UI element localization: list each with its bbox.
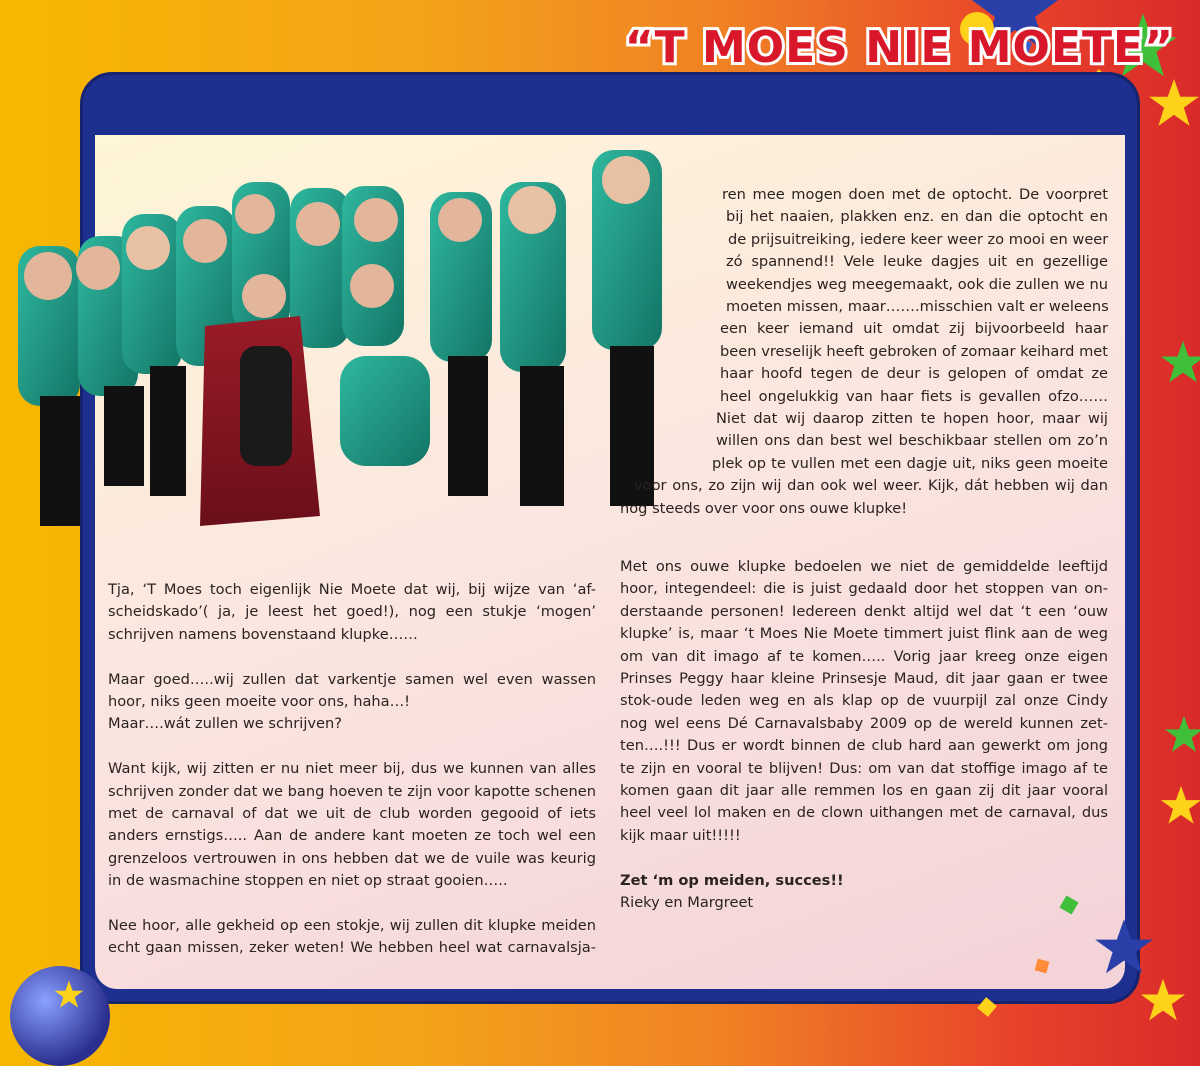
text-line: in de wasmachine stoppen en niet op straat gooien….. [108,872,508,890]
text-line: Prinses Peggy haar kleine Prinsesje Maud, dit jaar gaan er twee [620,670,1108,688]
text-line: voor ons, zo zijn wij dan ook wel weer. Kijk, dát hebben wij dan [634,477,1108,495]
text-line: anders ernstigs….. Aan de andere kant moeten ze toch wel een [108,827,596,845]
text-line: klupke’ is, maar ‘t Moes Nie Moete timmert juist flink aan de weg [620,625,1108,643]
paragraph [108,758,596,892]
text-line: komen gaan dit jaar alle remmen los en gaan zij dit jaar vooral [620,782,1108,800]
text-line: echt gaan missen, zeker weten! We hebben heel wat carnavalsja- [108,939,596,957]
paragraph [108,669,596,736]
text-line: Met ons ouwe klupke bedoelen we niet de gemiddelde leeftijd [620,558,1108,575]
text-line: scheidskado’( ja, je leest het goed!), nog een stukje ‘mogen’ [108,603,596,621]
text-line: schrijven zonder dat we bang hoeven te zijn voor kapotte schenen [108,782,596,800]
article-title: “T MOES NIE MOETE” [624,22,1174,73]
paragraph [108,579,596,646]
star-icon [1160,785,1200,827]
star-icon [1094,918,1154,978]
text-line: Maar goed…..wij zullen dat varkentje samen wel even wassen [108,670,596,688]
text-line: stok-oude leden weg en als klap op de vuurpijl zal onze Cindy [620,692,1108,710]
text-line: moeten missen, maar…….misschien valt er weleens [726,298,1109,316]
text-line: hoor, niks geen moeite voor ons, haha…! [108,693,411,711]
star-icon [1148,78,1200,130]
person-figure [18,150,662,526]
text-line: Nee hoor, alle gekheid op een stokje, wij zullen dit klupke meiden [108,917,596,935]
star-icon [1140,978,1186,1024]
text-line: grenzeloos vertrouwen in ons hebben dat we de vuile was keurig [108,849,596,867]
text-line: zó spannend!! Vele leuke dagjes uit en gezellige [726,253,1108,271]
text-line: plek op te vullen met een dagje uit, niks geen moeite [712,454,1108,472]
text-line: ten….!!! Dus er wordt binnen de club hard aan gewerkt om jong [620,737,1108,755]
text-line: heel veel lol maken en de clown uithangen met de carnaval, dus [620,804,1108,822]
text-line: Want kijk, wij zitten er nu niet meer bij, dus we kunnen van alles [108,760,596,778]
text-line: willen ons dan best wel beschikbaar stellen om zo’n [716,432,1108,450]
text-line: been vreselijk heeft gebroken of zomaar keihard met [720,342,1108,360]
text-line: hoor, integendeel: die is juist gedaald door het stoppen van on- [620,580,1108,598]
text-line: Maar….wát zullen we schrijven? [108,715,342,733]
article-text-right-top [620,184,1140,520]
paragraph [108,915,596,960]
text-line: de prijsuitreiking, iedere keer weer zo mooi en weer [728,230,1109,248]
text-line: Niet dat wij daarop zitten te hopen hoor, maar wij [716,410,1108,428]
text-line: bij het naaien, plakken enz. en dan die optocht en [726,208,1108,226]
text-line: haar hoofd tegen de deur is gelopen of omdat ze [720,365,1108,383]
text-line: ren mee mogen doen met de optocht. De voorpret [722,186,1108,203]
paragraph [620,556,1108,847]
text-line: weekendjes weg meegemaakt, ook die zullen we nu [726,275,1108,293]
authors: Rieky en Margreet [620,894,754,912]
article-text-left [108,579,596,982]
text-line: nog wel eens Dé Carnavalsbaby 2009 op de wereld kunnen zet- [620,714,1108,732]
star-icon [1160,340,1200,386]
text-line: schrijven namens bovenstaand klupke…… [108,625,418,643]
article-text-right-bottom [620,556,1108,937]
text-line: een keer iemand uit omdat zij bijvoorbeeld haar [720,320,1108,338]
text-line: derstaande personen! Iedereen denkt altijd wel dat ‘t een ‘ouw [620,602,1108,620]
text-line: om van dit imago af te komen….. Vorig jaar kreeg onze eigen [620,647,1108,665]
text-line: nog steeds over voor ons ouwe klupke! [620,499,908,517]
text-line: met de carnaval of dat we uit de club worden gegooid of iets [108,805,596,823]
text-line: kijk maar uit!!!!! [620,826,741,844]
group-photo [0,96,700,566]
text-line: te zijn en vooral te blijven! Dus: om van dat stoffige imago af te [620,759,1108,777]
text-line: Tja, ‘T Moes toch eigenlijk Nie Moete dat wij, bij wijze van ‘af- [108,581,596,598]
signoff-block [620,870,1108,915]
signoff: Zet ‘m op meiden, succes!! [620,871,844,889]
star-icon [54,980,84,1010]
star-icon [1164,715,1200,755]
text-line: heel ongelukkig van haar fiets is gevallen ofzo…… [720,387,1108,405]
